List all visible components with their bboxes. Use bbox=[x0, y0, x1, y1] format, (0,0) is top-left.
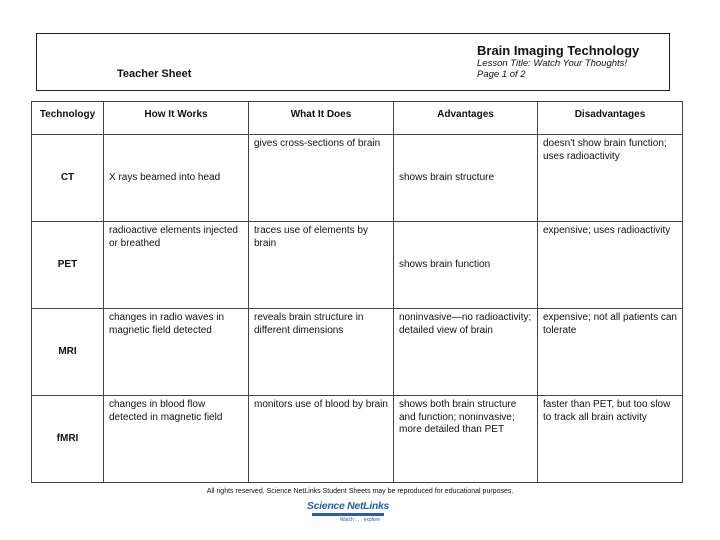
what-it-does-cell: reveals brain structure in different dimensions bbox=[249, 309, 394, 396]
document-title: Brain Imaging Technology bbox=[477, 43, 640, 58]
logo-bar bbox=[312, 513, 384, 516]
technology-cell: PET bbox=[32, 222, 104, 309]
header-box bbox=[36, 33, 670, 91]
page-number: Page 1 of 2 bbox=[477, 69, 526, 80]
advantages-cell: noninvasive—no radioactivity; detailed view of brain bbox=[394, 309, 538, 396]
table-row bbox=[32, 135, 683, 222]
disadvantages-cell: expensive; uses radioactivity bbox=[538, 222, 683, 309]
column-header-what-it-does: What It Does bbox=[249, 102, 394, 135]
how-it-works-cell: radioactive elements injected or breathed bbox=[104, 222, 249, 309]
column-header-technology: Technology bbox=[32, 102, 104, 135]
table-row bbox=[32, 222, 683, 309]
what-it-does-cell: gives cross-sections of brain bbox=[249, 135, 394, 222]
how-it-works-cell: changes in radio waves in magnetic field detected bbox=[104, 309, 249, 396]
rights-notice: All rights reserved. Science NetLinks Student Sheets may be reproduced for educational purposes. bbox=[206, 488, 514, 495]
column-header-disadvantages: Disadvantages bbox=[538, 102, 683, 135]
advantages-cell: shows brain function bbox=[394, 222, 538, 309]
brain-imaging-table bbox=[31, 101, 683, 483]
disadvantages-cell: expensive; not all patients can tolerate bbox=[538, 309, 683, 396]
disadvantages-cell: doesn't show brain function; uses radioactivity bbox=[538, 135, 683, 222]
logo-tagline: Watch . . . explore bbox=[339, 517, 380, 523]
lesson-title: Lesson Title: Watch Your Thoughts! bbox=[477, 58, 628, 69]
science-netlinks-logo bbox=[306, 500, 390, 526]
table-row bbox=[32, 396, 683, 483]
advantages-cell: shows brain structure bbox=[394, 135, 538, 222]
what-it-does-cell: monitors use of blood by brain bbox=[249, 396, 394, 483]
technology-cell: fMRI bbox=[32, 396, 104, 483]
title-block bbox=[477, 43, 639, 80]
table-header-row bbox=[32, 102, 683, 135]
column-header-advantages: Advantages bbox=[394, 102, 538, 135]
column-header-how-it-works: How It Works bbox=[104, 102, 249, 135]
logo-text: Science NetLinks bbox=[306, 500, 390, 512]
disadvantages-cell: faster than PET, but too slow to track all brain activity bbox=[538, 396, 683, 483]
technology-cell: MRI bbox=[32, 309, 104, 396]
how-it-works-cell: changes in blood flow detected in magnetic field bbox=[104, 396, 249, 483]
advantages-cell: shows both brain structure and function; noninvasive; more detailed than PET bbox=[394, 396, 538, 483]
how-it-works-cell: X rays beamed into head bbox=[104, 135, 249, 222]
technology-cell: CT bbox=[32, 135, 104, 222]
what-it-does-cell: traces use of elements by brain bbox=[249, 222, 394, 309]
table-row bbox=[32, 309, 683, 396]
teacher-sheet-label: Teacher Sheet bbox=[117, 68, 192, 80]
